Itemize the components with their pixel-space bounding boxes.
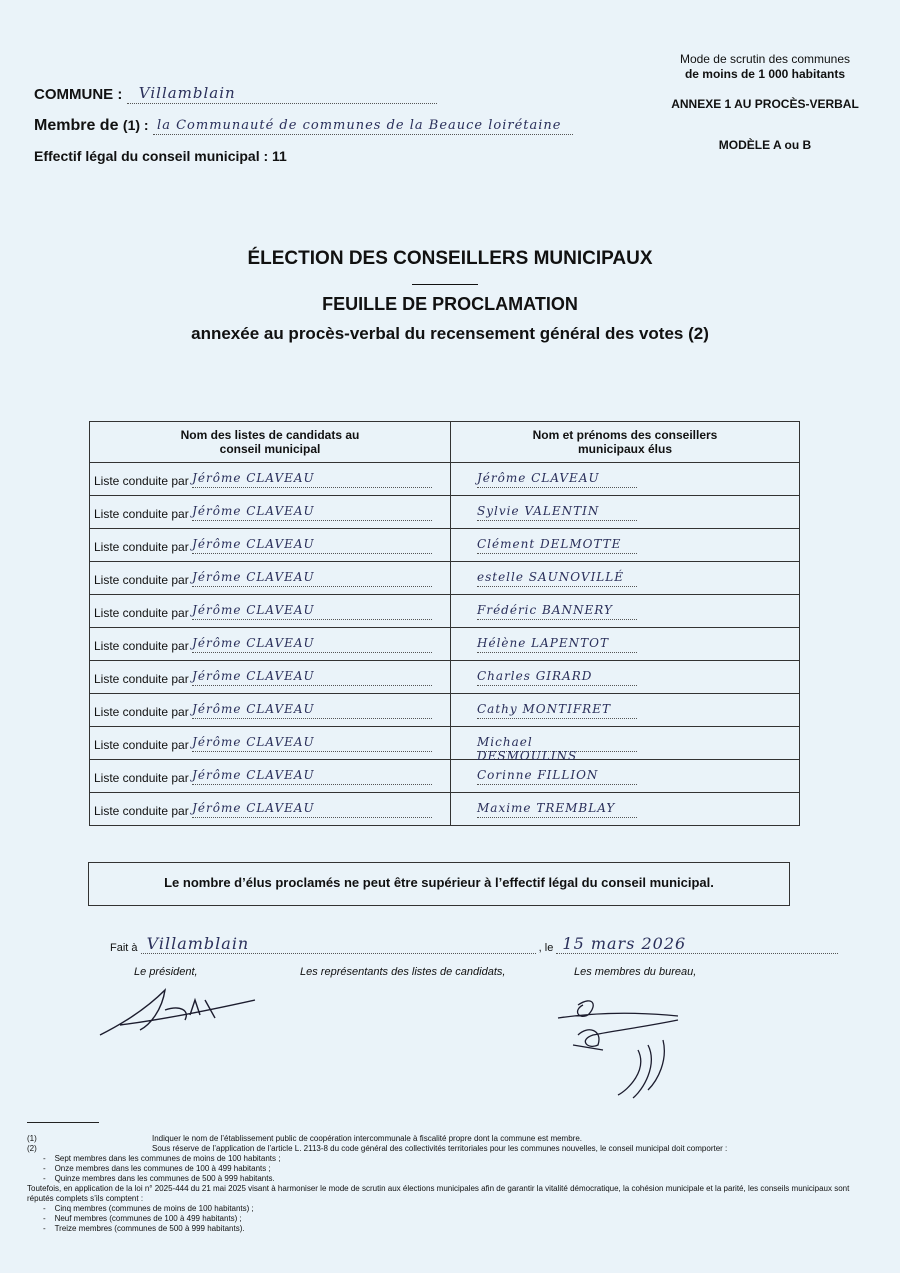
elu-name: Clément DELMOTTE — [477, 536, 622, 551]
table-row — [90, 496, 800, 529]
elu-name: Maxime TREMBLAY — [477, 800, 616, 815]
col-lists-header: Nom des listes de candidats au conseil municipal — [90, 422, 451, 463]
list-field — [192, 801, 432, 818]
elu-cell — [451, 562, 800, 595]
commune-value: Villamblain — [138, 84, 236, 102]
elu-field — [477, 768, 637, 785]
row-label: Liste conduite par — [94, 539, 189, 554]
title-divider — [412, 284, 478, 285]
row-label: Liste conduite par — [94, 704, 189, 719]
elu-field — [477, 669, 637, 686]
table-row — [90, 661, 800, 694]
list-field — [192, 702, 432, 719]
elu-cell — [451, 628, 800, 661]
membres-label: Les membres du bureau, — [574, 966, 697, 978]
elu-name: Jérôme CLAVEAU — [477, 470, 600, 485]
list-cell — [90, 727, 451, 760]
elu-name: Cathy MONTIFRET — [477, 701, 611, 716]
elu-name: Charles GIRARD — [477, 668, 593, 683]
list-field — [192, 669, 432, 686]
feuille-title: FEUILLE DE PROCLAMATION — [322, 294, 578, 314]
list-leader: Jérôme CLAVEAU — [192, 668, 315, 683]
elu-field — [477, 471, 637, 488]
membres-signature — [548, 990, 698, 1100]
row-label: Liste conduite par — [94, 803, 189, 818]
row-label: Liste conduite par — [94, 572, 189, 587]
results-table — [89, 421, 800, 826]
row-label: Liste conduite par — [94, 473, 189, 488]
list-leader: Jérôme CLAVEAU — [192, 767, 315, 782]
table-row — [90, 463, 800, 496]
mode-line2: de moins de 1 000 habitants — [684, 67, 846, 81]
election-title: ÉLECTION DES CONSEILLERS MUNICIPAUX — [247, 248, 653, 269]
table-header-row — [90, 422, 800, 463]
elu-name: Frédéric BANNERY — [477, 602, 613, 617]
list-cell — [90, 793, 451, 826]
fait-label: Fait à — [110, 942, 138, 954]
row-label: Liste conduite par — [94, 638, 189, 653]
mode-line1: Mode de scrutin des communes — [679, 52, 851, 66]
commune-field — [127, 84, 437, 104]
table-row — [90, 562, 800, 595]
president-label: Le président, — [134, 966, 198, 978]
membre-line — [34, 116, 634, 135]
commune-line — [34, 84, 444, 104]
elu-name: Sylvie VALENTIN — [477, 503, 600, 518]
annexee-subtitle: annexée au procès-verbal du recensement général des votes (2) — [191, 324, 709, 343]
elu-cell — [451, 694, 800, 727]
elu-cell — [451, 529, 800, 562]
table-row — [90, 793, 800, 826]
list-cell — [90, 661, 451, 694]
fait-value: Villamblain — [146, 934, 250, 953]
footnote-rule — [27, 1122, 99, 1123]
list-field — [192, 537, 432, 554]
elu-cell — [451, 793, 800, 826]
commune-label: COMMUNE : — [34, 86, 123, 103]
footnotes: (1) Indiquer le nom de l’établissement public de coopération intercommunale à fiscalité propre dont la commune est membre. (2) Sous réserve de l’application de l’article L. 2113-8 du code général des collectivités territoriales pour les communes nouvelles, le conseil municipal doit comporter : - Sept membres dans les communes de moins de 100 habitants ; - Onze membres dans les communes de 100 à 499 habitants ; - Quinze membres dans les communes de 500 à 999 habitants. Toutefois, en application de la loi n° 2025-444 du 21 mai 2025 visant à harmoniser le mode de scrutin aux élections municipales afin de garantir la vitalité démocratique, la cohésion municipale et la parité, les conseils municipaux sont réputés complets s’ils comptent : - Cinq membres (communes de moins de 100 habitants) ; - Neuf membres (communes de 100 à 499 habitants) ; - Treize membres (communes de 500 à 999 habitants). — [27, 1134, 850, 1233]
list-cell — [90, 595, 451, 628]
modele-label: MODÈLE A ou B — [718, 138, 812, 152]
elu-field — [477, 702, 637, 719]
le-label: , le — [538, 942, 554, 954]
list-leader: Jérôme CLAVEAU — [192, 470, 315, 485]
elu-cell — [451, 760, 800, 793]
col-elus-header: Nom et prénoms des conseillers municipaux élus — [451, 422, 800, 463]
list-field — [192, 603, 432, 620]
list-field — [192, 570, 432, 587]
list-field — [192, 768, 432, 785]
list-cell — [90, 463, 451, 496]
table-row — [90, 529, 800, 562]
elu-cell — [451, 496, 800, 529]
row-label: Liste conduite par — [94, 671, 189, 686]
membre-label: Membre de — [34, 117, 119, 134]
elu-name: estelle SAUNOVILLÉ — [477, 569, 625, 584]
list-leader: Jérôme CLAVEAU — [192, 800, 315, 815]
list-cell — [90, 529, 451, 562]
row-label: Liste conduite par — [94, 605, 189, 620]
elu-cell — [451, 661, 800, 694]
effectif-label: Effectif légal du conseil municipal : 11 — [34, 148, 287, 164]
list-leader: Jérôme CLAVEAU — [192, 635, 315, 650]
row-label: Liste conduite par — [94, 770, 189, 785]
elu-cell — [451, 595, 800, 628]
representants-label: Les représentants des listes de candidats, — [300, 966, 506, 978]
date-value: 15 mars 2026 — [562, 934, 687, 953]
table-row — [90, 595, 800, 628]
president-signature — [90, 980, 270, 1050]
elu-field — [477, 801, 637, 818]
elu-name: Michael DESMOULINS — [477, 734, 578, 763]
list-cell — [90, 760, 451, 793]
fait-field — [141, 934, 536, 954]
list-cell — [90, 562, 451, 595]
list-leader: Jérôme CLAVEAU — [192, 701, 315, 716]
fait-line — [110, 934, 850, 954]
table-row — [90, 628, 800, 661]
list-field — [192, 735, 432, 752]
elu-field — [477, 603, 637, 620]
list-cell — [90, 628, 451, 661]
list-field — [192, 504, 432, 521]
elu-name: Corinne FILLION — [477, 767, 599, 782]
elu-field — [477, 504, 637, 521]
row-label: Liste conduite par — [94, 737, 189, 752]
list-cell — [90, 694, 451, 727]
elu-field — [477, 570, 637, 587]
list-cell — [90, 496, 451, 529]
list-field — [192, 471, 432, 488]
membre-ref: (1) : — [122, 117, 149, 133]
membre-value: la Communauté de communes de la Beauce loirétaine — [157, 118, 562, 133]
list-leader: Jérôme CLAVEAU — [192, 734, 315, 749]
table-row — [90, 727, 800, 760]
row-label: Liste conduite par — [94, 506, 189, 521]
table-row — [90, 760, 800, 793]
list-field — [192, 636, 432, 653]
elu-field — [477, 537, 637, 554]
elu-cell — [451, 463, 800, 496]
list-leader: Jérôme CLAVEAU — [192, 602, 315, 617]
date-field — [556, 934, 838, 954]
elu-name: Hélène LAPENTOT — [477, 635, 609, 650]
notice-box: Le nombre d’élus proclamés ne peut être supérieur à l’effectif légal du conseil municipal. — [88, 862, 790, 906]
elu-field — [477, 636, 637, 653]
list-leader: Jérôme CLAVEAU — [192, 569, 315, 584]
mode-scrutin — [660, 52, 870, 82]
list-leader: Jérôme CLAVEAU — [192, 536, 315, 551]
membre-field — [153, 116, 573, 135]
elu-field — [477, 734, 637, 763]
table-row — [90, 694, 800, 727]
list-leader: Jérôme CLAVEAU — [192, 503, 315, 518]
elu-cell — [451, 727, 800, 763]
annexe-label: ANNEXE 1 AU PROCÈS-VERBAL — [671, 97, 859, 111]
